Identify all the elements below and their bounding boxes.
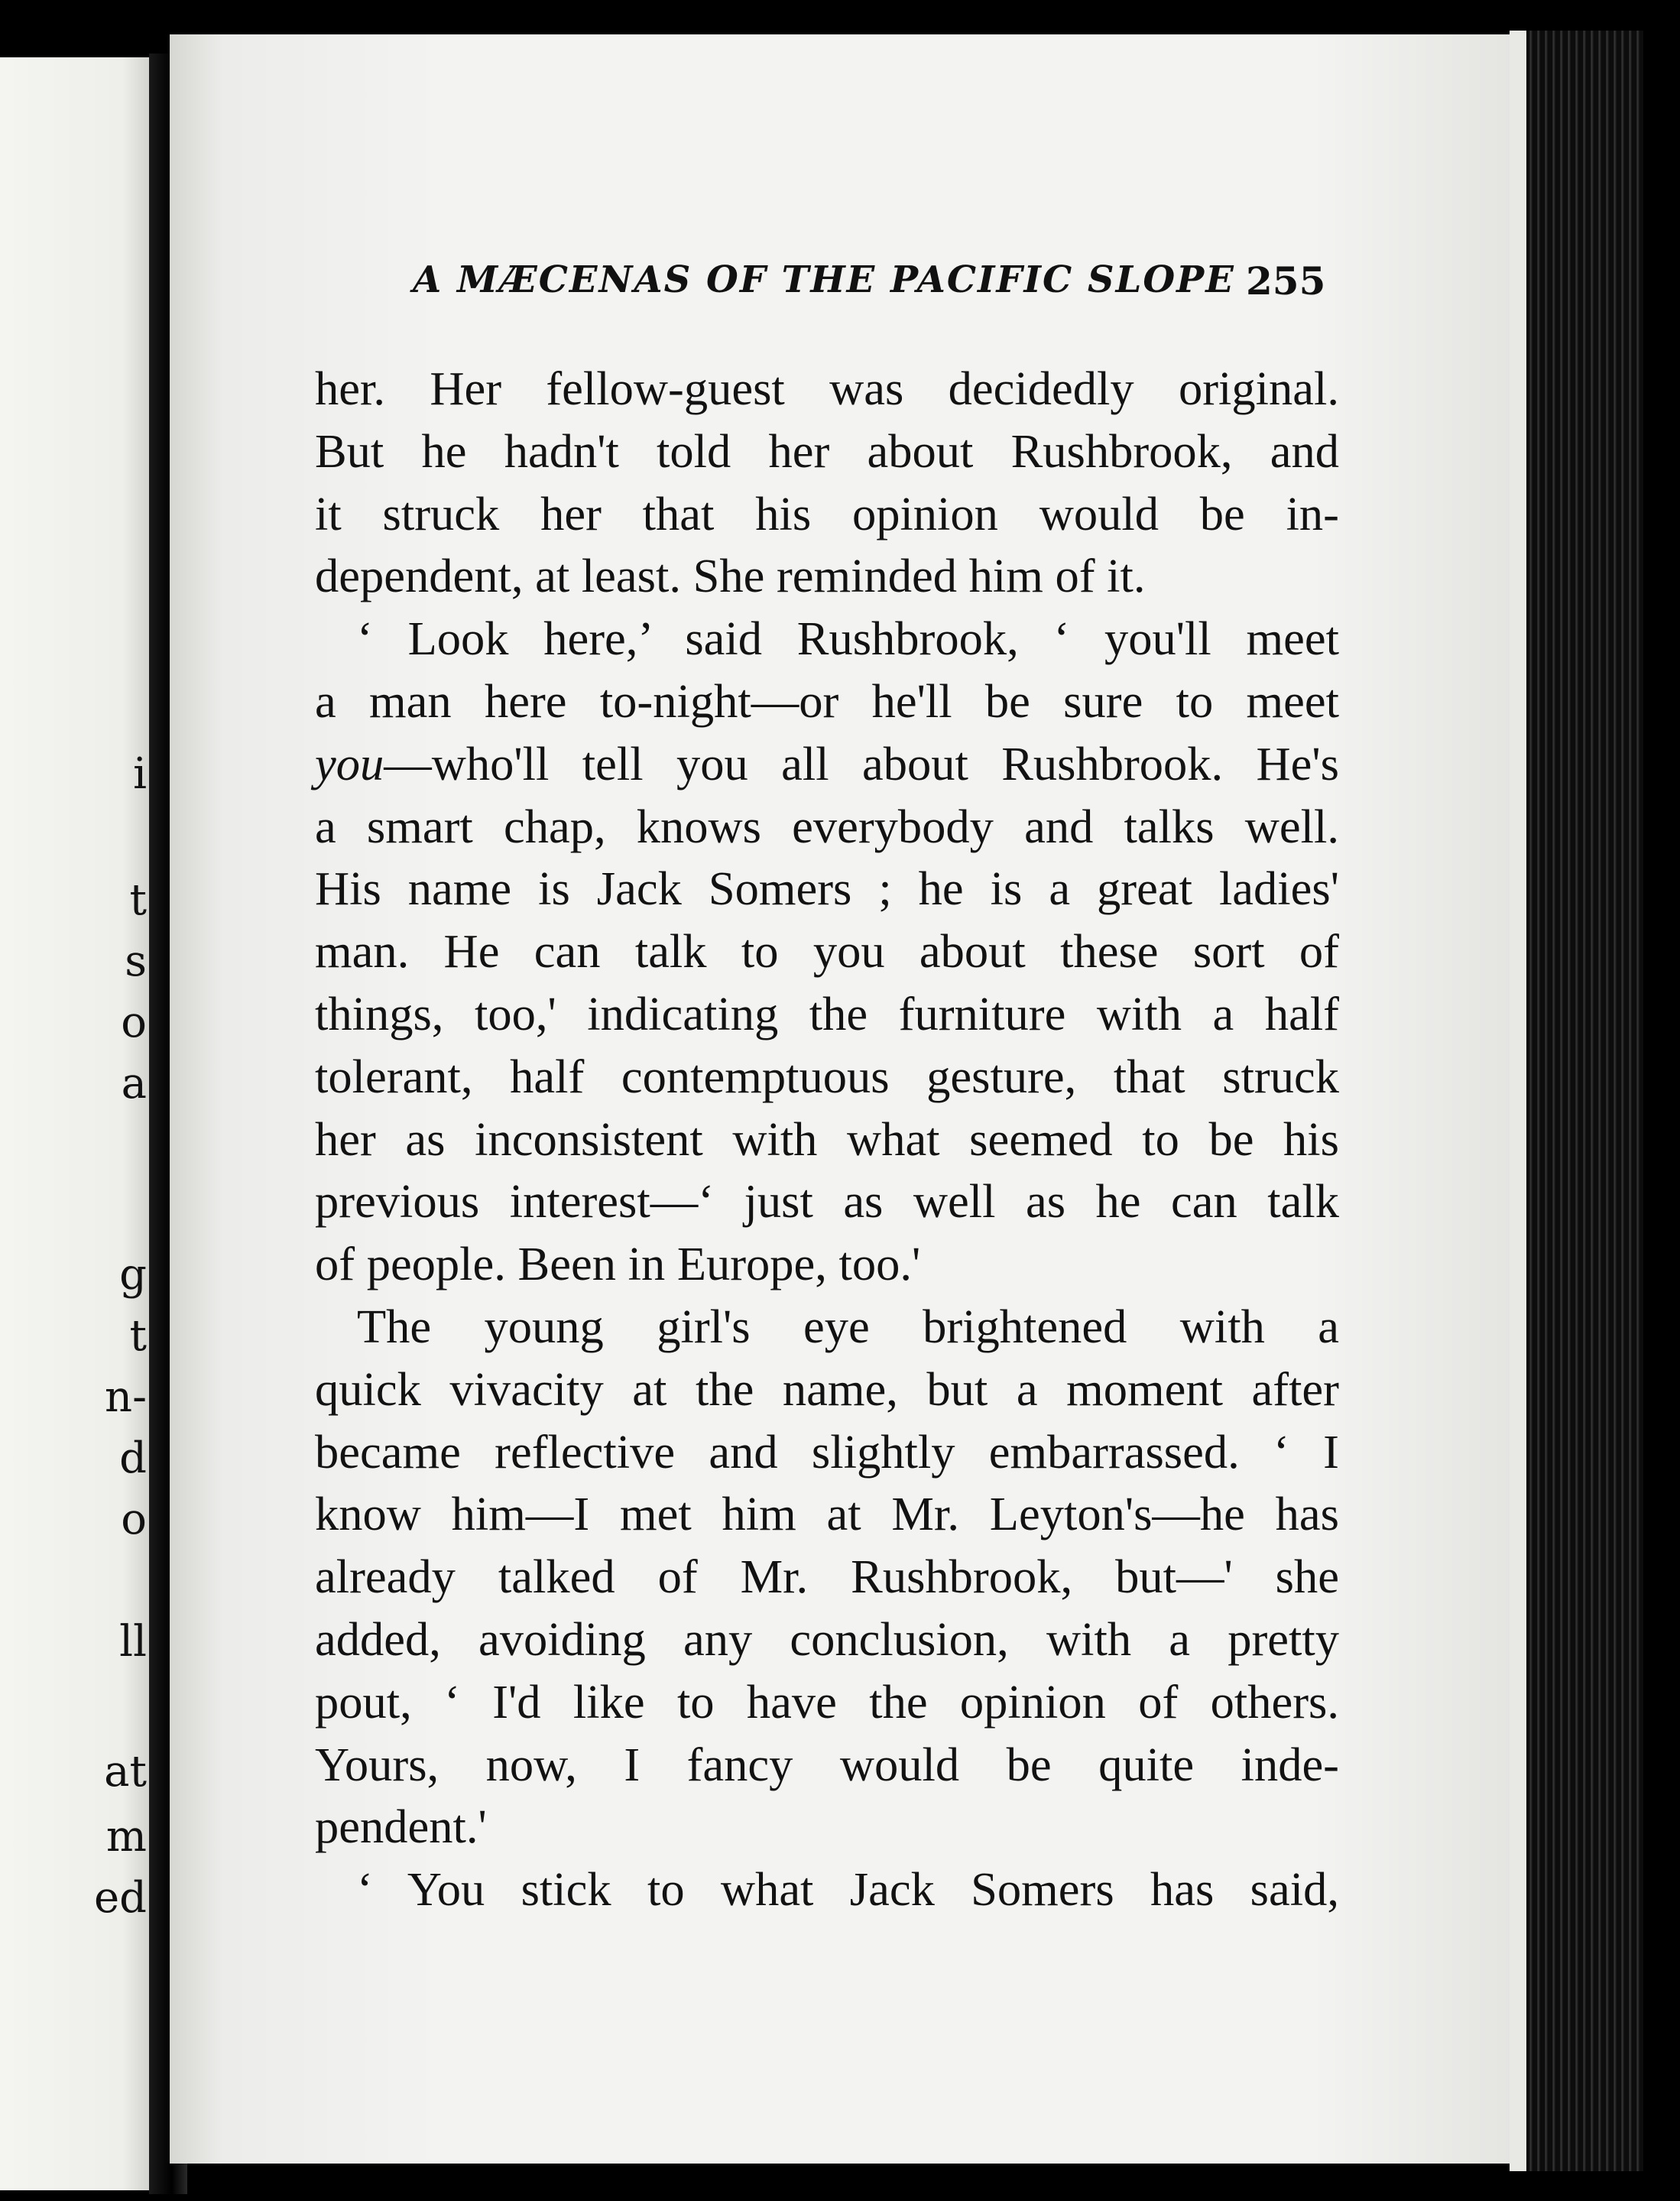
- facing-page-fragment: s: [125, 937, 147, 986]
- line-text: it struck her that his opinion would be in-: [315, 486, 1339, 541]
- line-text: her. Her fellow-guest was decidedly original.: [315, 362, 1339, 415]
- text-line: [315, 796, 1339, 859]
- line-text: The young girl's eye brightened with a: [357, 1299, 1339, 1353]
- facing-page-fragment: i: [133, 749, 147, 799]
- text-line: [315, 1109, 1339, 1171]
- line-text: already talked of Mr. Rushbrook, but—' she: [315, 1550, 1339, 1604]
- facing-page-fragment: o: [121, 998, 147, 1047]
- text-line: [315, 670, 1339, 733]
- text-line: [315, 1170, 1339, 1233]
- text-line: [315, 608, 1339, 670]
- line-text: her as inconsistent with what seemed to be his: [315, 1112, 1339, 1166]
- body-text: [315, 358, 1339, 1921]
- text-line: [315, 1046, 1339, 1109]
- text-line: [315, 545, 1339, 608]
- line-text: ‘ Look here,’ said Rushbrook, ‘ you'll meet: [357, 612, 1339, 666]
- line-text: know him—I met him at Mr. Leyton's—he has: [315, 1487, 1339, 1541]
- line-text: of people. Been in Europe, too.': [315, 1237, 921, 1291]
- text-line: [315, 358, 1339, 420]
- line-text: But he hadn't told her about Rushbrook, and: [315, 424, 1339, 478]
- line-text: a man here to-night—or he'll be sure to meet: [315, 674, 1339, 728]
- text-line: [315, 1859, 1339, 1921]
- facing-page-fragment: m: [105, 1812, 147, 1862]
- text-line: [315, 858, 1339, 920]
- text-line: [315, 983, 1339, 1046]
- line-text: pendent.': [315, 1800, 487, 1854]
- facing-page-fragment: d: [119, 1433, 147, 1483]
- text-line: [315, 1734, 1339, 1797]
- line-text: pout, ‘ I'd like to have the opinion of others.: [315, 1674, 1339, 1729]
- facing-page-fragment: g: [119, 1250, 147, 1300]
- text-line: [315, 1671, 1339, 1734]
- line-text: previous interest—‘ just as well as he can talk: [315, 1174, 1339, 1229]
- text-line: [315, 1609, 1339, 1671]
- text-line: [315, 1796, 1339, 1859]
- line-text: ‘ You stick to what Jack Somers has said,: [357, 1862, 1339, 1917]
- text-line: [315, 1483, 1339, 1546]
- line-text: became reflective and slightly embarrassed. ‘ I: [315, 1424, 1339, 1479]
- page-block-edges: [1510, 31, 1643, 2171]
- running-head: A MÆCENAS OF THE PACIFIC SLOPE: [413, 258, 1235, 301]
- facing-page-fragment: at: [104, 1747, 147, 1797]
- italic-word: you: [315, 736, 384, 790]
- facing-page-fragment: a: [121, 1059, 147, 1109]
- text-line: [315, 1421, 1339, 1484]
- line-text: added, avoiding any conclusion, with a pretty: [315, 1612, 1339, 1666]
- line-text: tolerant, half contemptuous gesture, that struck: [315, 1049, 1339, 1103]
- facing-page-fragment: o: [121, 1495, 147, 1544]
- line-text: things, too,' indicating the furniture with a half: [315, 986, 1339, 1040]
- facing-page-fragment: n-: [105, 1372, 147, 1422]
- facing-page-fragment: t: [129, 875, 147, 925]
- line-text: His name is Jack Somers ; he is a great ladies': [315, 862, 1339, 916]
- line-text: dependent, at least. She reminded him of it.: [315, 549, 1146, 603]
- text-line: [315, 733, 1339, 796]
- line-text: —who'll tell you all about Rushbrook. He's: [384, 736, 1339, 790]
- facing-page-edge: [0, 57, 153, 2190]
- line-text: a smart chap, knows everybody and talks well.: [315, 799, 1339, 853]
- text-line: [315, 483, 1339, 546]
- line-text: man. He can talk to you about these sort of: [315, 924, 1339, 979]
- line-text: quick vivacity at the name, but a moment after: [315, 1362, 1339, 1416]
- line-text: Yours, now, I fancy would be quite inde-: [315, 1737, 1339, 1791]
- text-line: [315, 420, 1339, 483]
- text-line: [315, 1546, 1339, 1609]
- facing-page-fragment: t: [129, 1311, 147, 1361]
- facing-page-fragment: ll: [119, 1617, 147, 1667]
- text-line: [315, 1233, 1339, 1296]
- text-line: [315, 1359, 1339, 1421]
- text-line: [315, 920, 1339, 983]
- facing-page-fragment: ed: [94, 1873, 147, 1923]
- text-line: [315, 1296, 1339, 1359]
- page-number: 255: [1246, 258, 1326, 304]
